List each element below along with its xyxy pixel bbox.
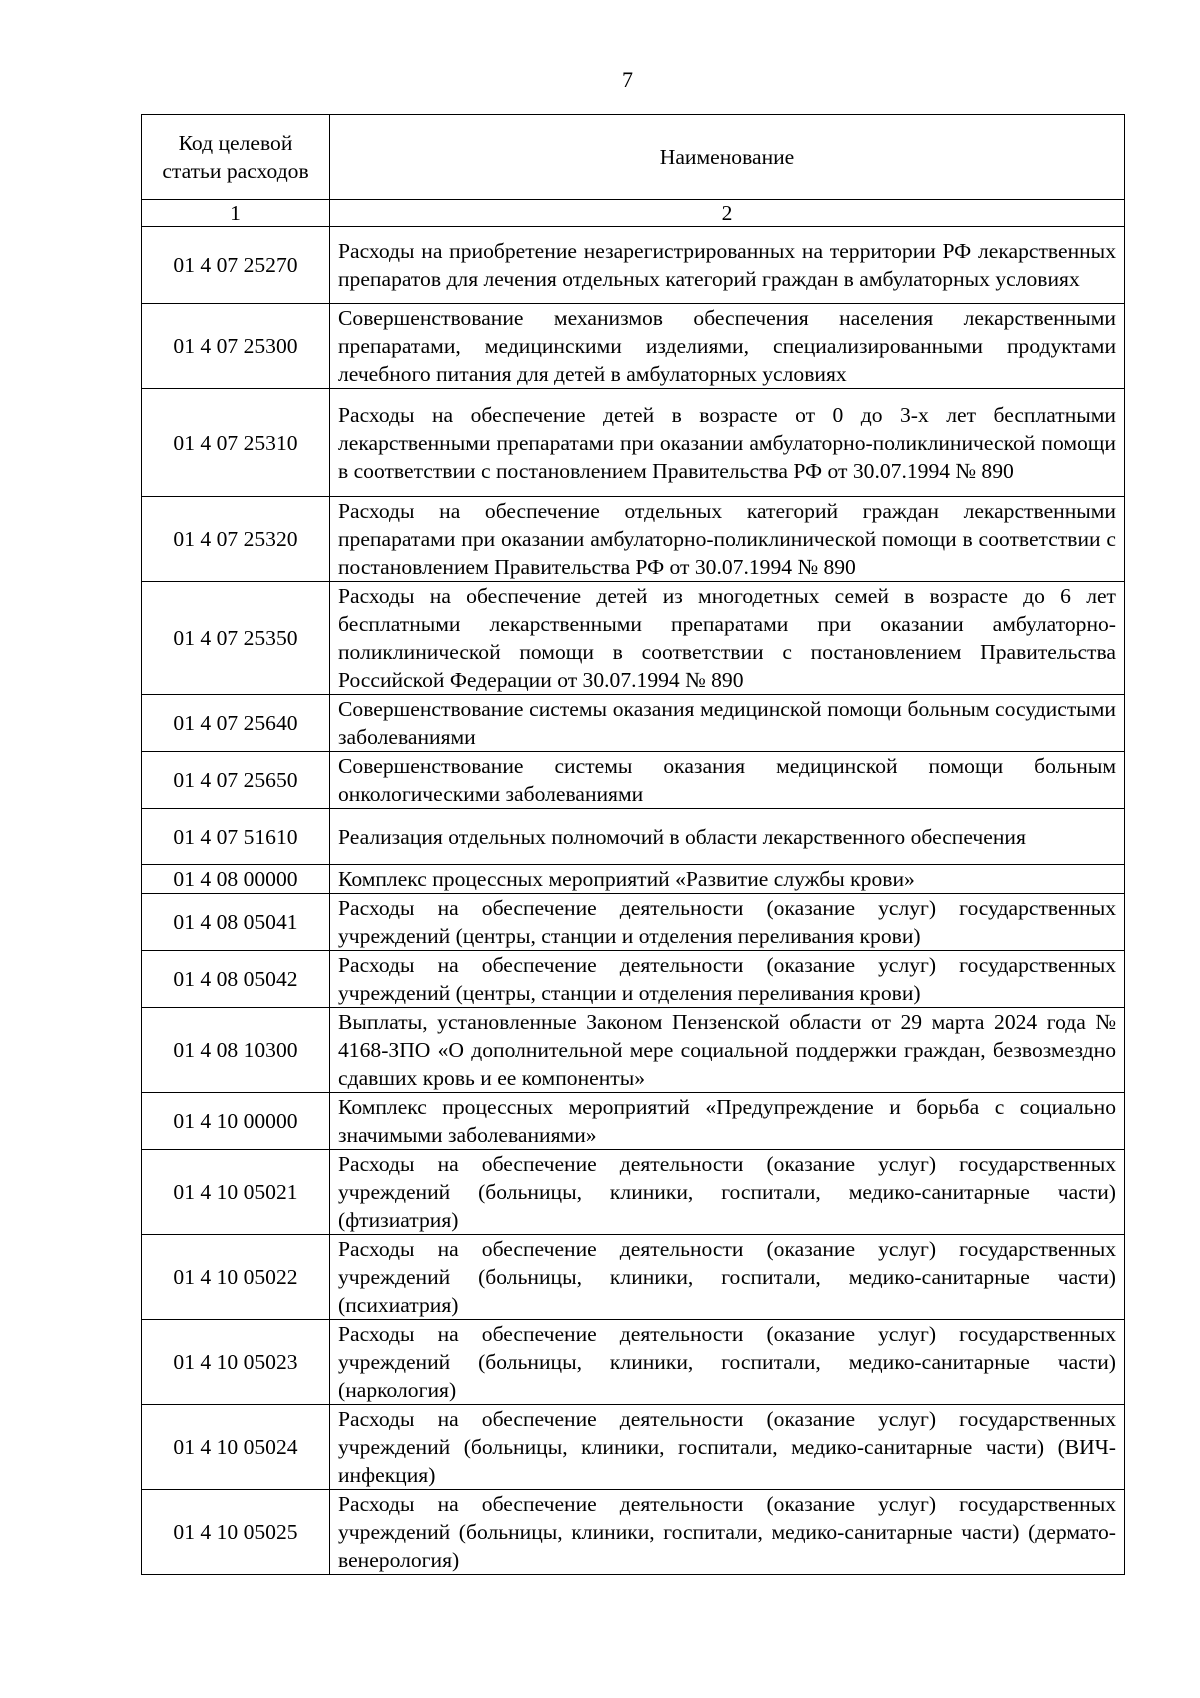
table-row [142,1320,1125,1405]
table-row [142,582,1125,695]
row-name: Совершенствование системы оказания медицинской помощи больным онкологическими заболеваниями [330,752,1125,809]
row-code: 01 4 10 05021 [142,1150,330,1235]
table-row [142,695,1125,752]
row-name: Расходы на обеспечение деятельности (оказание услуг) государственных учреждений (центры, станции и отделения переливания крови) [330,951,1125,1008]
budget-classification-table [141,114,1125,1575]
row-name: Реализация отдельных полномочий в области лекарственного обеспечения [330,809,1125,865]
table-header-row [142,115,1125,200]
row-code: 01 4 07 25640 [142,695,330,752]
row-code: 01 4 08 00000 [142,865,330,894]
row-name: Совершенствование системы оказания медицинской помощи больным сосудистыми заболеваниями [330,695,1125,752]
table-row [142,1008,1125,1093]
table-row [142,304,1125,389]
table-body [142,227,1125,1575]
table-row [142,497,1125,582]
table-row [142,1405,1125,1490]
table-row [142,1150,1125,1235]
row-name: Совершенствование механизмов обеспечения населения лекарственными препаратами, медицинскими изделиями, специализированными продуктами лечебного питания для детей в амбулаторных условиях [330,304,1125,389]
table-row [142,809,1125,865]
header-name: Наименование [330,115,1125,200]
row-name: Комплекс процессных мероприятий «Развитие службы крови» [330,865,1125,894]
row-name: Расходы на обеспечение деятельности (оказание услуг) государственных учреждений (больницы, клиники, госпитали, медико-санитарные части) (дермато-венерология) [330,1490,1125,1575]
row-name: Расходы на обеспечение деятельности (оказание услуг) государственных учреждений (больницы, клиники, госпитали, медико-санитарные части) (наркология) [330,1320,1125,1405]
row-code: 01 4 10 05025 [142,1490,330,1575]
row-code: 01 4 08 10300 [142,1008,330,1093]
row-code: 01 4 07 25300 [142,304,330,389]
row-code: 01 4 07 51610 [142,809,330,865]
row-code: 01 4 08 05041 [142,894,330,951]
table-row [142,227,1125,304]
row-name: Расходы на обеспечение детей в возрасте от 0 до 3-х лет бесплатными лекарственными препаратами при оказании амбулаторно-поликлинической помощи в соответствии с постановлением Правительства РФ от 30.07.1994 № 890 [330,389,1125,497]
table-row [142,1093,1125,1150]
row-code: 01 4 10 05024 [142,1405,330,1490]
column-number-2: 2 [330,200,1125,227]
table-row [142,1235,1125,1320]
row-code: 01 4 07 25350 [142,582,330,695]
table-row [142,951,1125,1008]
row-name: Расходы на обеспечение деятельности (оказание услуг) государственных учреждений (больницы, клиники, госпитали, медико-санитарные части) (ВИЧ-инфекция) [330,1405,1125,1490]
table-row [142,894,1125,951]
row-code: 01 4 08 05042 [142,951,330,1008]
row-name: Расходы на обеспечение отдельных категорий граждан лекарственными препаратами при оказании амбулаторно-поликлинической помощи в соответствии с постановлением Правительства РФ от 30.07.1994 № 890 [330,497,1125,582]
page-number: 7 [622,67,633,92]
row-name: Расходы на обеспечение деятельности (оказание услуг) государственных учреждений (больницы, клиники, госпитали, медико-санитарные части) (фтизиатрия) [330,1150,1125,1235]
table-row [142,752,1125,809]
row-code: 01 4 10 05022 [142,1235,330,1320]
row-code: 01 4 07 25650 [142,752,330,809]
row-name: Расходы на приобретение незарегистрированных на территории РФ лекарственных препаратов для лечения отдельных категорий граждан в амбулаторных условиях [330,227,1125,304]
header-code: Код целевой статьи расходов [142,115,330,200]
row-name: Расходы на обеспечение детей из многодетных семей в возрасте до 6 лет бесплатными лекарственными препаратами при оказании амбулаторно-поликлинической помощи в соответствии с постановлением Правительства Российской Федерации от 30.07.1994 № 890 [330,582,1125,695]
table-row [142,389,1125,497]
table-row [142,865,1125,894]
row-name: Комплекс процессных мероприятий «Предупреждение и борьба с социально значимыми заболеваниями» [330,1093,1125,1150]
row-code: 01 4 07 25270 [142,227,330,304]
row-name: Расходы на обеспечение деятельности (оказание услуг) государственных учреждений (центры, станции и отделения переливания крови) [330,894,1125,951]
row-code: 01 4 10 00000 [142,1093,330,1150]
row-code: 01 4 07 25310 [142,389,330,497]
row-name: Расходы на обеспечение деятельности (оказание услуг) государственных учреждений (больницы, клиники, госпитали, медико-санитарные части) (психиатрия) [330,1235,1125,1320]
row-code: 01 4 10 05023 [142,1320,330,1405]
column-number-row [142,200,1125,227]
column-number-1: 1 [142,200,330,227]
table-row [142,1490,1125,1575]
row-name: Выплаты, установленные Законом Пензенской области от 29 марта 2024 года № 4168-ЗПО «О дополнительной мере социальной поддержки граждан, безвозмездно сдавших кровь и ее компоненты» [330,1008,1125,1093]
row-code: 01 4 07 25320 [142,497,330,582]
